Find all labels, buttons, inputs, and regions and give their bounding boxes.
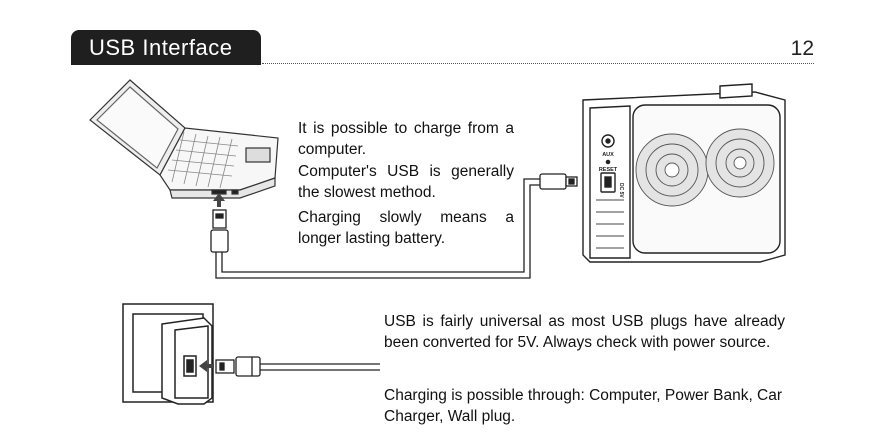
paragraph-charge-from-computer: It is possible to charge from a computer. bbox=[298, 120, 514, 158]
usb-plug-icon-wall bbox=[216, 357, 260, 376]
aux-label: AUX bbox=[602, 152, 614, 158]
paragraph-slowest-method: Computer's USB is generally the slowest method. bbox=[298, 163, 514, 201]
usb-plug-icon bbox=[211, 210, 228, 252]
dc-label: DC 5V bbox=[618, 183, 624, 198]
paragraph-charging-sources: Charging is possible through: Computer, Power Bank, Car Charger, Wall plug. bbox=[384, 387, 783, 425]
usb-cable-wall bbox=[260, 364, 380, 370]
micro-usb-plug-icon bbox=[540, 174, 577, 189]
section-title: USB Interface bbox=[89, 35, 233, 60]
reset-label: RESET bbox=[598, 167, 618, 173]
paragraph-usb-universal: USB is fairly universal as most USB plugs have already been converted for 5V. Always check with power source. bbox=[384, 313, 785, 351]
speaker-device bbox=[583, 84, 785, 262]
wall-charger-icon bbox=[162, 318, 212, 404]
page-number: 12 bbox=[790, 37, 814, 60]
paragraph-longer-battery: Charging slowly means a longer lasting battery. bbox=[298, 209, 514, 247]
laptop-icon bbox=[90, 80, 278, 198]
